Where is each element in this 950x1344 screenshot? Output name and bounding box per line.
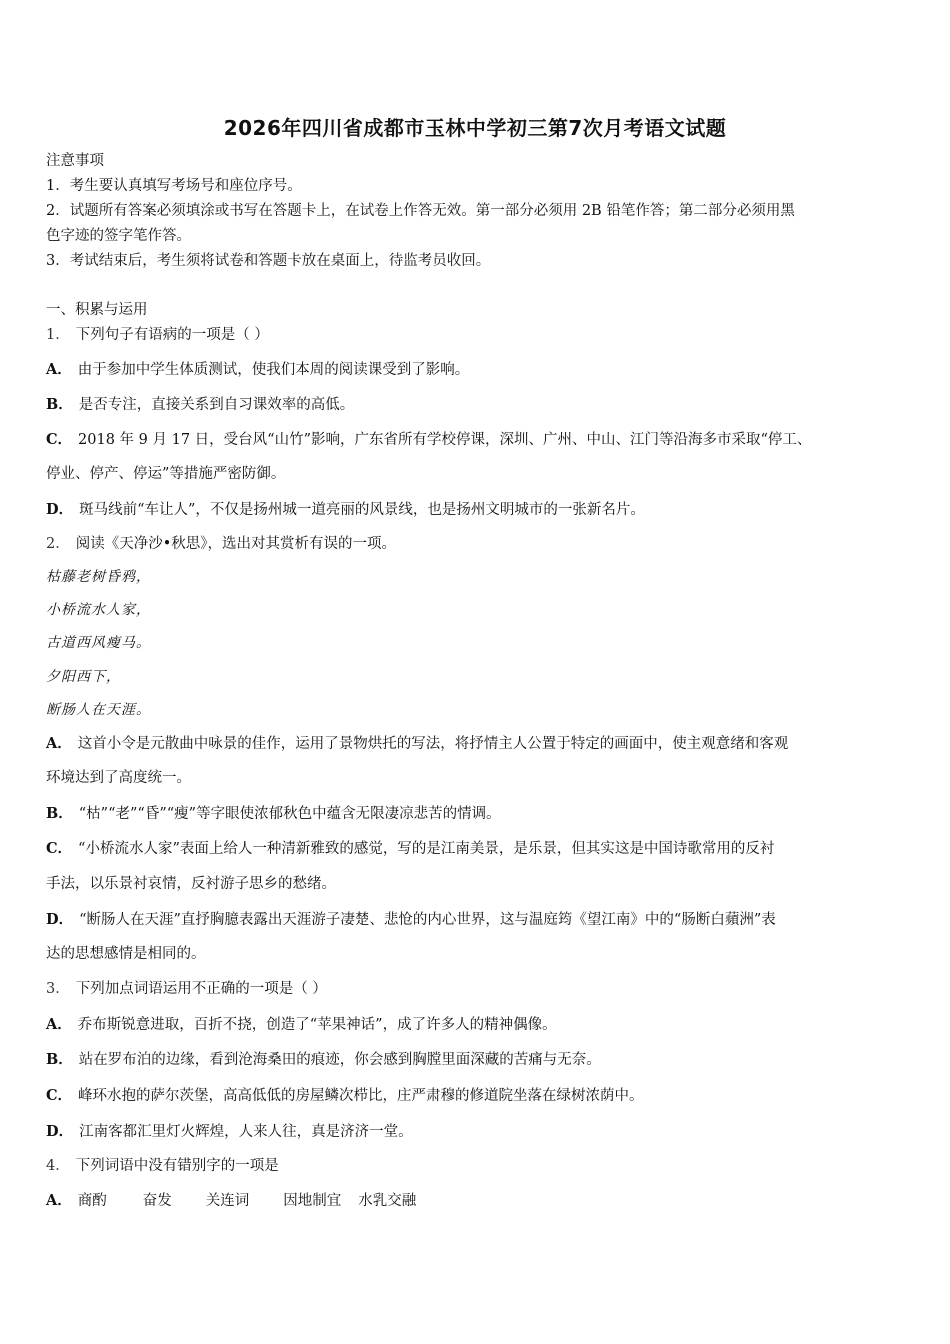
option-line [46,876,336,893]
option-text: “小桥流水人家”表面上给人一种清新雅致的感觉，写的是江南美景，是乐景，但其实这是中国诗歌常用的反衬 [78,841,775,857]
option-word: 商酌 [77,1193,107,1209]
option-text: 由于参加中学生体质测试，使我们本周的阅读课受到了影响。 [77,362,470,378]
option-line [46,770,191,787]
question-stem: 下列词语中没有错别字的一项是 [75,1158,279,1174]
option-line [46,911,776,929]
option-text: 站在罗布泊的边缘，看到沧海桑田的痕迹，你会感到胸膛里面深藏的苦痛与无奈。 [78,1052,601,1068]
option-key: A． [46,1192,72,1209]
notice-item: 2．试题所有答案必须填涂或书写在答题卡上，在试卷上作答无效。第一部分必须用 2B 铅笔作答；第二部分必须用黑 [46,203,795,219]
option-key: A． [46,1016,72,1033]
option-key: C． [46,431,73,448]
option-text: 停业、停产、停运”等措施严密防御。 [46,466,286,482]
option-text: 峰环水抱的萨尔茨堡，高高低低的房屋鳞次栉比，庄严肃穆的修道院坐落在绿树浓荫中。 [78,1088,644,1104]
question-stem: 下列加点词语运用不正确的一项是（ ） [75,981,327,997]
notice-item: 色字迹的签字笔作答。 [46,228,191,244]
poem-line: 古道西风瘦马。 [46,635,151,651]
option-line [46,1016,557,1034]
option-text: 是否专注，直接关系到自习课效率的高低。 [78,397,355,413]
option-text: 环境达到了高度统一。 [46,770,191,786]
question-4 [46,1158,279,1175]
question-3 [46,981,327,998]
question-2 [46,536,396,553]
option-key: C． [46,1087,73,1104]
question-1 [46,327,269,344]
notice-item: 1．考生要认真填写考场号和座位序号。 [46,178,302,194]
option-key: B． [46,805,73,822]
option-line [46,1087,644,1105]
option-key: D． [46,501,74,518]
option-key: B． [46,396,73,413]
question-number: 1． [46,327,70,343]
question-number: 2． [46,536,70,552]
option-text: “断肠人在天涯”直抒胸臆表露出天涯游子凄楚、悲怆的内心世界，这与温庭筠《望江南》中的“肠断白蘋洲”表 [79,912,776,928]
question-number: 3． [46,981,70,997]
option-word: 水乳交融 [358,1193,417,1209]
option-word: 关连词 [205,1193,250,1209]
option-line [46,1192,416,1210]
question-number: 4． [46,1158,70,1174]
notice-item: 3．考试结束后，考生须将试卷和答题卡放在桌面上，待监考员收回。 [46,253,491,269]
option-word: 奋发 [142,1193,172,1209]
option-text: 江南客都汇里灯火辉煌，人来人往，真是济济一堂。 [79,1124,413,1140]
option-text: 斑马线前“车让人”，不仅是扬州城一道亮丽的风景线，也是扬州文明城市的一张新名片。 [79,502,645,518]
option-line [46,361,469,379]
option-line [46,1123,413,1141]
option-key: B． [46,1051,73,1068]
option-word: 因地制宜 [283,1193,342,1209]
option-key: A． [46,735,72,752]
option-line [46,431,811,449]
option-line [46,466,285,483]
option-line [46,735,788,753]
option-line [46,805,501,823]
option-text: 达的思想感情是相同的。 [46,946,206,962]
option-text: 乔布斯锐意进取，百折不挠，创造了“苹果神话”，成了许多人的精神偶像。 [77,1017,557,1033]
notice-heading: 注意事项 [46,153,104,169]
option-line [46,946,206,963]
option-key: D． [46,911,74,928]
option-key: D． [46,1123,74,1140]
option-key: A． [46,361,72,378]
poem-line: 夕阳西下， [46,669,121,685]
poem-line: 小桥流水人家， [46,602,151,618]
poem-line: 断肠人在天涯。 [46,702,151,718]
poem-line: 枯藤老树昏鸦， [46,569,151,585]
option-line [46,396,354,414]
option-line [46,1051,601,1069]
option-line [46,840,774,858]
question-stem: 下列句子有语病的一项是（ ） [75,327,269,343]
option-text: 这首小令是元散曲中咏景的佳作，运用了景物烘托的写法，将抒情主人公置于特定的画面中，使主观意绪和客观 [77,736,789,752]
option-line [46,501,645,519]
question-stem: 阅读《天净沙•秋思》，选出对其赏析有误的一项。 [75,536,397,552]
option-text: 2018 年 9 月 17 日，受台风“山竹”影响，广东省所有学校停课，深圳、广州、中山、江门等沿海多市采取“停工、 [78,432,812,448]
page-title: 2026年四川省成都市玉林中学初三第7次月考语文试题 [223,116,727,140]
option-text: 手法，以乐景衬哀情，反衬游子思乡的愁绪。 [46,876,336,892]
option-key: C． [46,840,73,857]
section-heading: 一、积累与运用 [46,302,148,318]
option-text: “枯”“老”“昏”“瘦”等字眼使浓郁秋色中蕴含无限凄凉悲苦的情调。 [78,806,501,822]
